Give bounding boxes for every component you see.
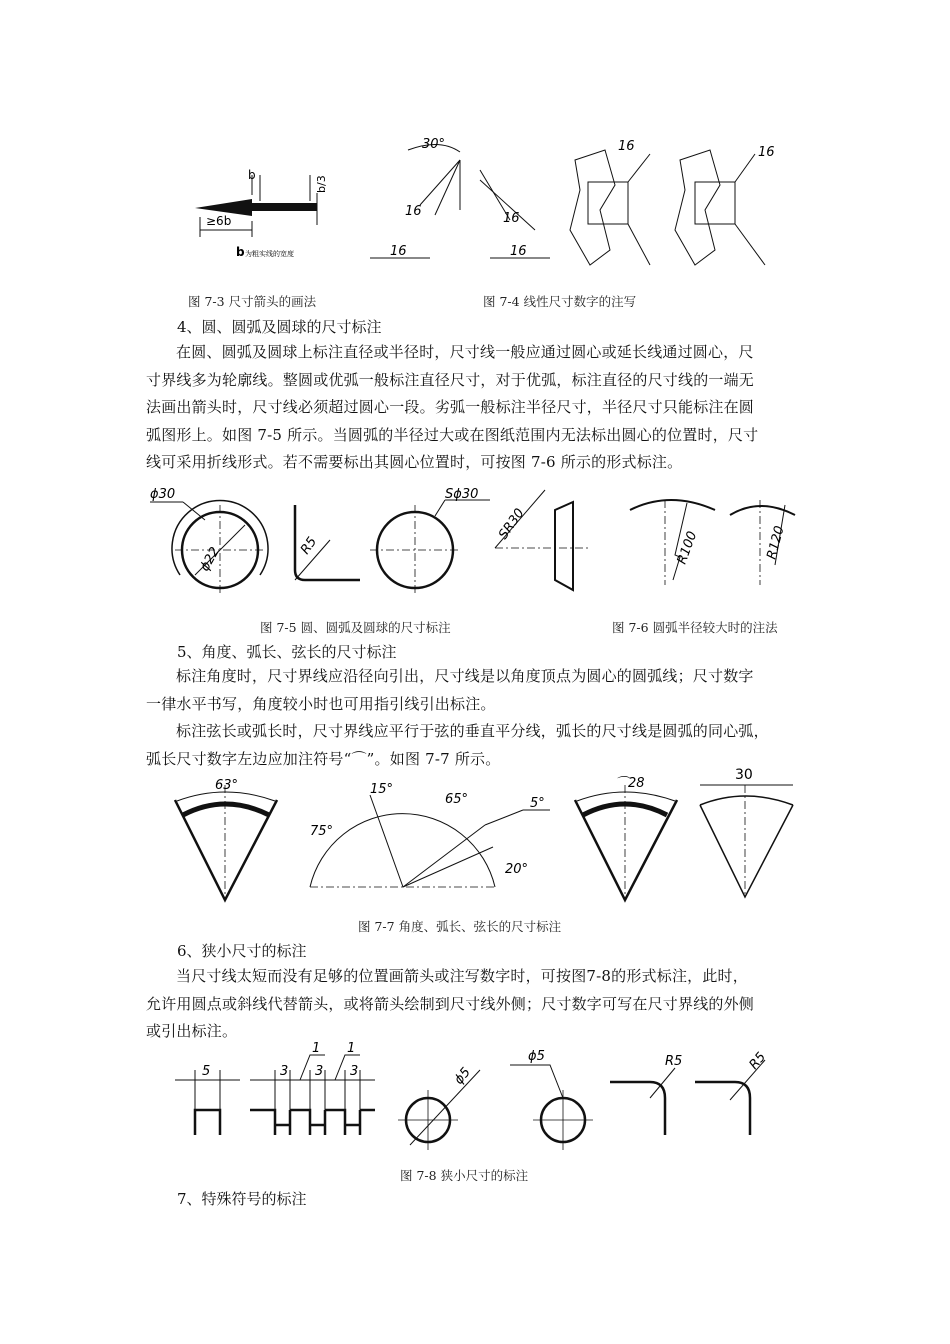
label-r5: R5	[746, 1049, 770, 1073]
label-1: 1	[347, 1041, 356, 1056]
section-5-paragraph	[146, 663, 811, 773]
text-line: 标注角度时，尺寸界线应沿径向引出，尺寸线是以角度顶点为圆心的圆弧线；尺寸数字	[176, 667, 754, 685]
label-chord30: 30	[735, 767, 753, 783]
label-5deg: 5°	[530, 796, 545, 811]
caption-fig-7-5: 图 7-5 圆、圆弧及圆球的尺寸标注	[260, 620, 451, 635]
label-r5: R5	[297, 534, 321, 558]
section-heading-6: 6、狭小尺寸的标注	[177, 942, 307, 960]
label-sr30: SR30	[495, 505, 528, 543]
text-line: 在圆、圆弧及圆球上标注直径或半径时，尺寸线一般应通过圆心或延长线通过圆心，尺	[176, 343, 754, 361]
label-r100: R100	[674, 529, 701, 567]
label-63deg: 63°	[215, 778, 239, 793]
label-r120: R120	[764, 524, 788, 562]
label-b: b	[248, 168, 256, 182]
label-65deg: 65°	[445, 792, 469, 807]
figure-7-8-narrow-dims	[170, 1040, 770, 1165]
label-15deg: 15°	[370, 782, 394, 797]
label-16: 16	[510, 244, 527, 259]
label-note: 为粗实线的宽度	[245, 250, 294, 258]
text-line: 当尺寸线太短而没有足够的位置画箭头或注写数字时，可按图7-8的形式标注，此时，	[176, 967, 748, 985]
caption-fig-7-7: 图 7-7 角度、弧长、弦长的尺寸标注	[358, 919, 562, 934]
figure-7-3-arrow-drawing	[190, 155, 340, 265]
label-16: 16	[390, 244, 407, 259]
section-4-paragraph	[146, 339, 811, 477]
section-heading-7: 7、特殊符号的标注	[177, 1190, 307, 1208]
figure-7-7-angle-arc-chord	[165, 765, 815, 905]
label-16: 16	[758, 145, 775, 160]
text-line: 一律水平书写，角度较小时也可用指引线引出标注。	[146, 694, 496, 713]
label-d30: ϕ30	[150, 487, 176, 502]
label-3: 3	[315, 1064, 324, 1079]
label-sd30: Sϕ30	[445, 487, 479, 502]
label-16: 16	[503, 211, 520, 226]
figure-7-6-large-radius	[625, 485, 805, 595]
caption-fig-7-8: 图 7-8 狭小尺寸的标注	[400, 1168, 529, 1183]
label-d5: ϕ5	[528, 1049, 545, 1064]
text-line: 或引出标注。	[146, 1022, 238, 1040]
caption-fig-7-3: 图 7-3 尺寸箭头的画法	[188, 294, 317, 309]
label-d5: ϕ5	[451, 1065, 474, 1088]
label-5: 5	[202, 1064, 211, 1079]
caption-fig-7-4: 图 7-4 线性尺寸数字的注写	[483, 294, 637, 309]
section-6-paragraph	[146, 963, 811, 1046]
label-r5: R5	[665, 1054, 683, 1069]
label-note-b: b	[236, 245, 245, 259]
label-30deg: 30°	[422, 137, 446, 152]
text-line: 寸界线多为轮廓线。整圆或优弧一般标注直径尺寸，对于优弧，标注直径的尺寸线的一端无	[146, 370, 755, 389]
label-d22: ϕ22	[197, 544, 224, 574]
section-heading-5: 5、角度、弧长、弦长的尺寸标注	[177, 643, 397, 661]
label-arc28: ⌒28	[615, 776, 645, 791]
label-20deg: 20°	[505, 862, 529, 877]
section-heading-4: 4、圆、圆弧及圆球的尺寸标注	[177, 318, 382, 336]
figure-7-5-circle-dims	[145, 480, 595, 605]
label-16: 16	[618, 139, 635, 154]
label-16: 16	[405, 204, 422, 219]
label-3: 3	[350, 1064, 359, 1079]
label-75deg: 75°	[310, 824, 334, 839]
text-line: 弧长尺寸数字左边应加注符号“⌒”。如图 7-7 所示。	[146, 749, 501, 768]
label-1: 1	[312, 1041, 321, 1056]
text-line: 标注弦长或弧长时，尺寸界线应平行于弦的垂直平分线，弧长的尺寸线是圆弧的同心弧，	[176, 722, 769, 740]
label-ge6b: ≥6b	[206, 214, 232, 228]
text-line: 法画出箭头时，尺寸线必须超过圆心一段。劣弧一般标注半径尺寸，半径尺寸只能标注在圆	[146, 398, 755, 416]
label-3: 3	[280, 1064, 289, 1079]
text-line: 允许用圆点或斜线代替箭头，或将箭头绘制到尺寸线外侧；尺寸数字可写在尺寸界线的外侧	[146, 994, 755, 1013]
caption-fig-7-6: 图 7-6 圆弧半径较大时的注法	[612, 620, 778, 635]
label-b3: b/3	[315, 175, 328, 193]
figure-7-4-linear-dims	[360, 130, 780, 270]
text-line: 弧图形上。如图 7-5 所示。当圆弧的半径过大或在图纸范围内无法标出圆心的位置时，尺寸	[146, 425, 759, 444]
text-line: 线可采用折线形式。若不需要标出其圆心位置时，可按图 7-6 所示的形式标注。	[146, 453, 683, 471]
